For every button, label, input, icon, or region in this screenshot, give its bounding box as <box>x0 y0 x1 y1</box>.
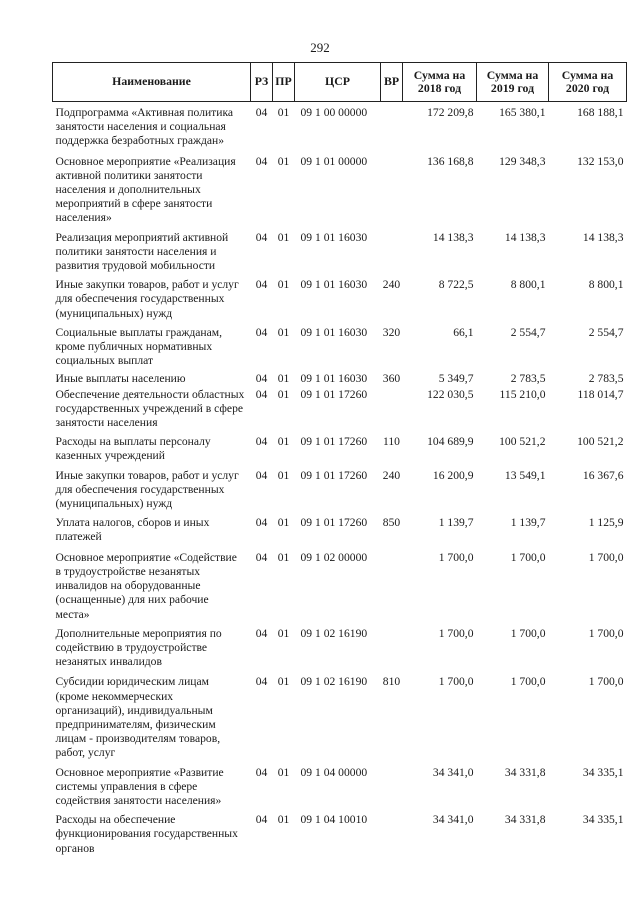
row-vr <box>381 761 403 809</box>
row-csr: 09 1 01 16030 <box>300 372 368 386</box>
row-sum-2018: 172 209,8 <box>427 106 474 119</box>
row-csr: 09 1 02 16190 <box>300 675 368 689</box>
header-pr: ПР <box>273 63 295 102</box>
row-name: Основное мероприятие «Содействие в трудоустройстве незанятых инвалидов на оборудованные (оснащенные) для них рабочие места» <box>55 550 237 621</box>
row-sum-2019: 129 348,3 <box>499 154 546 168</box>
row-csr: 09 1 04 00000 <box>300 765 368 779</box>
table-row <box>53 545 627 622</box>
row-sum-2018: 1 700,0 <box>438 550 474 564</box>
row-sum-2018: 8 722,5 <box>438 278 474 292</box>
row-sum-2020: 100 521,2 <box>577 435 624 449</box>
table-row <box>53 102 627 149</box>
row-sum-2019: 34 331,8 <box>504 813 546 827</box>
row-name: Социальные выплаты гражданам, кроме публичных нормативных социальных выплат <box>55 325 222 368</box>
row-rz: 04 <box>255 325 268 339</box>
row-rz: 04 <box>255 435 268 449</box>
row-name: Субсидии юридическим лицам (кроме некоммерческих организаций), индивидуальным предпринимателям, физическим лицам - производителям товаров, работ, услуг <box>55 675 221 760</box>
row-sum-2020: 1 700,0 <box>588 550 624 564</box>
row-sum-2019: 2 554,7 <box>510 325 546 339</box>
row-rz: 04 <box>255 387 268 401</box>
row-rz: 04 <box>255 106 268 119</box>
header-sum-2019: Сумма на 2019 год <box>477 63 549 102</box>
row-csr: 09 1 00 00000 <box>300 106 368 119</box>
row-rz: 04 <box>255 550 268 564</box>
row-rz: 04 <box>255 278 268 292</box>
table-row <box>53 511 627 544</box>
row-sum-2020: 132 153,0 <box>577 154 624 168</box>
row-sum-2018: 1 139,7 <box>438 516 474 530</box>
table-row <box>53 149 627 226</box>
table-row <box>53 430 627 463</box>
row-sum-2020: 34 335,1 <box>582 813 624 827</box>
row-pr: 01 <box>277 106 290 119</box>
row-sum-2020: 2 783,5 <box>588 372 624 386</box>
table-row <box>53 622 627 670</box>
table-row <box>53 273 627 321</box>
row-rz: 04 <box>255 516 268 530</box>
row-sum-2020: 118 014,7 <box>577 387 624 401</box>
row-vr: 240 <box>382 278 401 292</box>
table-row <box>53 368 627 386</box>
row-pr: 01 <box>277 550 290 564</box>
table-row <box>53 808 627 856</box>
row-vr: 810 <box>382 675 401 689</box>
row-pr: 01 <box>277 154 290 168</box>
row-pr: 01 <box>277 435 290 449</box>
row-sum-2019: 1 139,7 <box>510 516 546 530</box>
row-sum-2020: 1 700,0 <box>588 626 624 640</box>
header-rz: РЗ <box>251 63 273 102</box>
row-csr: 09 1 01 17260 <box>300 435 368 449</box>
row-rz: 04 <box>255 372 268 386</box>
row-sum-2018: 136 168,8 <box>427 154 474 168</box>
row-rz: 04 <box>255 765 268 779</box>
row-csr: 09 1 02 16190 <box>300 626 368 640</box>
row-sum-2019: 115 210,0 <box>499 387 546 401</box>
page-number: 292 <box>310 40 330 55</box>
row-sum-2018: 34 341,0 <box>432 813 474 827</box>
row-sum-2018: 14 138,3 <box>432 230 474 244</box>
table-row <box>53 387 627 431</box>
row-vr: 850 <box>382 516 401 530</box>
row-sum-2018: 66,1 <box>453 325 474 339</box>
row-pr: 01 <box>277 387 290 401</box>
row-pr: 01 <box>277 468 290 482</box>
row-name: Подпрограмма «Активная политика занятости населения и социальная поддержка безработных граждан» <box>55 106 234 148</box>
row-sum-2020: 1 125,9 <box>588 516 624 530</box>
row-sum-2019: 1 700,0 <box>510 675 546 689</box>
table-row <box>53 226 627 274</box>
row-sum-2019: 1 700,0 <box>510 626 546 640</box>
row-csr: 09 1 01 16030 <box>300 325 368 339</box>
row-pr: 01 <box>277 278 290 292</box>
row-sum-2020: 16 367,6 <box>582 468 624 482</box>
row-sum-2020: 8 800,1 <box>588 278 624 292</box>
row-name: Иные закупки товаров, работ и услуг для обеспечения государственных (муниципальных) нужд <box>55 468 239 511</box>
table-row <box>53 669 627 760</box>
row-csr: 09 1 04 10010 <box>300 813 368 827</box>
row-pr: 01 <box>277 626 290 640</box>
row-name: Обеспечение деятельности областных государственных учреждений в сфере занятости населения <box>55 387 245 430</box>
row-csr: 09 1 01 00000 <box>300 154 368 168</box>
row-name: Основное мероприятие «Реализация активной политики занятости населения и дополнительных мероприятий в сфере занятости населения» <box>55 154 236 225</box>
row-vr: 110 <box>383 435 400 449</box>
row-pr: 01 <box>277 325 290 339</box>
row-pr: 01 <box>277 813 290 827</box>
row-sum-2019: 34 331,8 <box>504 765 546 779</box>
header-sum-2018: Сумма на 2018 год <box>403 63 477 102</box>
row-name: Реализация мероприятий активной политики занятости населения и развития трудовой мобильности <box>55 230 229 273</box>
row-sum-2020: 14 138,3 <box>582 230 624 244</box>
row-rz: 04 <box>255 626 268 640</box>
row-sum-2020: 1 700,0 <box>588 675 624 689</box>
row-csr: 09 1 01 16030 <box>300 230 368 244</box>
header-vr: ВР <box>381 63 403 102</box>
row-rz: 04 <box>255 468 268 482</box>
row-vr <box>381 226 403 274</box>
row-vr <box>381 545 403 622</box>
table-row <box>53 464 627 512</box>
header-name: Наименование <box>53 63 251 102</box>
row-csr: 09 1 02 00000 <box>300 550 368 564</box>
row-sum-2020: 2 554,7 <box>588 325 624 339</box>
row-sum-2018: 122 030,5 <box>427 387 474 401</box>
row-sum-2020: 34 335,1 <box>582 765 624 779</box>
row-sum-2019: 13 549,1 <box>504 468 546 482</box>
row-pr: 01 <box>277 372 290 386</box>
row-sum-2020: 168 188,1 <box>577 106 624 119</box>
row-vr <box>381 387 403 431</box>
row-name: Расходы на выплаты персоналу казенных учреждений <box>55 435 211 463</box>
row-vr <box>381 149 403 226</box>
row-csr: 09 1 01 17260 <box>300 516 368 530</box>
header-sum-2020: Сумма на 2020 год <box>549 63 627 102</box>
row-pr: 01 <box>277 765 290 779</box>
header-csr: ЦСР <box>295 63 381 102</box>
row-rz: 04 <box>255 813 268 827</box>
budget-table <box>52 62 627 856</box>
row-name: Дополнительные мероприятия по содействию в трудоустройстве незанятых инвалидов <box>55 626 222 669</box>
row-name: Иные закупки товаров, работ и услуг для обеспечения государственных (муниципальных) нужд <box>55 278 239 320</box>
row-pr: 01 <box>277 230 290 244</box>
table-row <box>53 761 627 809</box>
row-sum-2019: 165 380,1 <box>499 106 546 119</box>
row-vr: 360 <box>382 372 401 386</box>
row-sum-2019: 8 800,1 <box>510 278 546 292</box>
row-sum-2018: 16 200,9 <box>432 468 474 482</box>
row-csr: 09 1 01 17260 <box>300 468 368 482</box>
row-name: Иные выплаты населению <box>55 372 186 386</box>
row-sum-2018: 104 689,9 <box>427 435 474 449</box>
row-sum-2019: 1 700,0 <box>510 550 546 564</box>
row-rz: 04 <box>255 675 268 689</box>
row-vr <box>381 102 403 149</box>
row-sum-2019: 100 521,2 <box>499 435 546 449</box>
row-name: Основное мероприятие «Развитие системы управления в сфере содействия занятости населения» <box>55 765 224 807</box>
row-sum-2018: 1 700,0 <box>438 626 474 640</box>
row-sum-2019: 14 138,3 <box>504 230 546 244</box>
table-row <box>53 321 627 369</box>
row-pr: 01 <box>277 516 290 530</box>
row-rz: 04 <box>255 154 268 168</box>
row-csr: 09 1 01 16030 <box>300 278 368 292</box>
row-vr <box>381 808 403 856</box>
table-header-row <box>53 63 627 102</box>
row-csr: 09 1 01 17260 <box>300 387 368 401</box>
row-sum-2018: 1 700,0 <box>438 675 474 689</box>
row-vr: 320 <box>382 325 401 339</box>
row-sum-2018: 5 349,7 <box>438 372 474 386</box>
row-vr <box>381 622 403 670</box>
row-name: Уплата налогов, сборов и иных платежей <box>55 516 210 544</box>
row-rz: 04 <box>255 230 268 244</box>
row-pr: 01 <box>277 675 290 689</box>
row-name: Расходы на обеспечение функционирования государственных органов <box>55 813 238 855</box>
row-sum-2019: 2 783,5 <box>510 372 546 386</box>
row-vr: 240 <box>382 468 401 482</box>
row-sum-2018: 34 341,0 <box>432 765 474 779</box>
